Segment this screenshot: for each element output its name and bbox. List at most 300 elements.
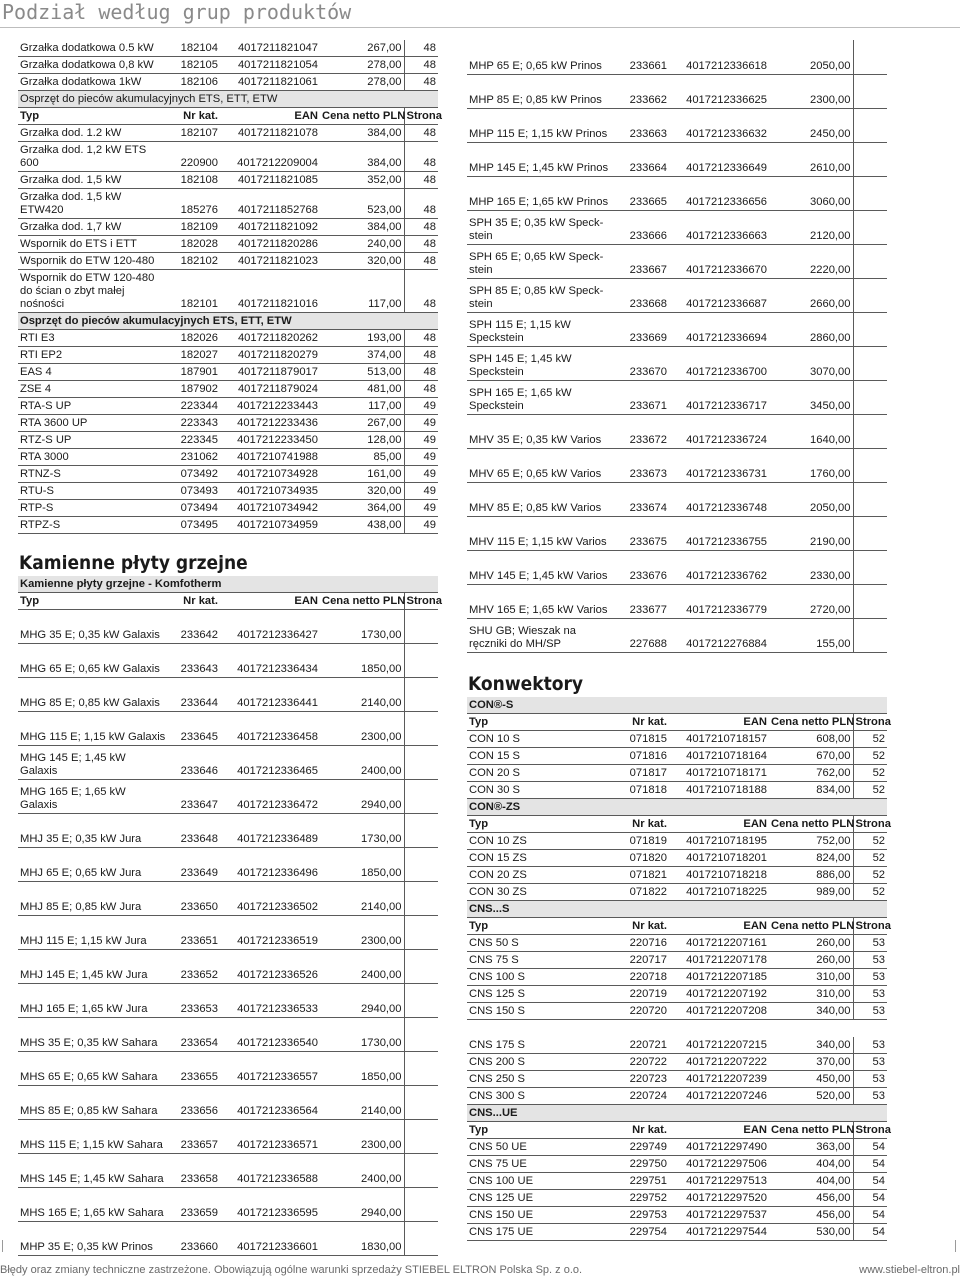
cell-nr-kat: 233656 xyxy=(168,1086,220,1120)
cell-ean: 4017211879017 xyxy=(220,364,320,381)
section-title: CNS...S xyxy=(467,900,887,917)
table-row xyxy=(467,883,887,900)
cell-nr-kat: 233675 xyxy=(617,516,669,550)
cell-nr-kat: 233670 xyxy=(617,346,669,380)
cell-ean: 4017212207161 xyxy=(669,934,769,951)
table-row xyxy=(18,483,438,500)
cell-ean: 4017211821061 xyxy=(220,74,320,91)
cell-strona: 48 xyxy=(404,172,438,189)
cell-typ: RTZ-S UP xyxy=(18,432,168,449)
cell-cena: 364,00 xyxy=(320,500,404,517)
cell-ean: 4017210734935 xyxy=(220,483,320,500)
crop-mark xyxy=(955,1240,956,1252)
cell-typ: MHS 145 E; 1,45 kW Sahara xyxy=(18,1154,168,1188)
section-title: Osprzęt do pieców akumulacyjnych ETS, ETT, ETW xyxy=(18,313,438,330)
cell-typ: MHJ 65 E; 0,65 kW Jura xyxy=(18,848,168,882)
cell-ean: 4017212336465 xyxy=(220,746,320,780)
cell-strona xyxy=(853,40,887,74)
cell-ean: 4017212233436 xyxy=(220,415,320,432)
table-row xyxy=(18,449,438,466)
cell-ean: 4017212336557 xyxy=(220,1052,320,1086)
cell-cena: 310,00 xyxy=(769,968,853,985)
cell-cena: 2940,00 xyxy=(320,1188,404,1222)
cell-typ: SHU GB; Wieszak na ręczniki do MH/SP xyxy=(467,618,617,652)
cell-cena: 340,00 xyxy=(769,1002,853,1019)
section-title: CNS...UE xyxy=(467,1104,887,1121)
cell-strona: 52 xyxy=(853,832,887,849)
table-row xyxy=(467,176,887,210)
cell-cena: 320,00 xyxy=(320,253,404,270)
cell-strona: 48 xyxy=(404,74,438,91)
cell-nr-kat: 182109 xyxy=(168,219,220,236)
cell-typ: RTA-S UP xyxy=(18,398,168,415)
cell-nr-kat: 233664 xyxy=(617,142,669,176)
cell-strona: 49 xyxy=(404,398,438,415)
cell-cena: 2720,00 xyxy=(769,584,853,618)
cell-ean: 4017212336618 xyxy=(669,40,769,74)
cell-nr-kat: 073495 xyxy=(168,517,220,534)
cell-nr-kat: 233673 xyxy=(617,448,669,482)
table-row xyxy=(467,278,887,312)
cell-strona xyxy=(404,1086,438,1120)
table-row xyxy=(18,125,438,142)
cell-strona xyxy=(853,244,887,278)
cell-nr-kat: 182102 xyxy=(168,253,220,270)
cell-cena: 404,00 xyxy=(769,1155,853,1172)
cell-cena: 117,00 xyxy=(320,270,404,313)
cell-nr-kat: 233662 xyxy=(617,74,669,108)
section-title: Kamienne płyty grzejne - Komfotherm xyxy=(18,576,438,593)
cell-strona xyxy=(853,312,887,346)
table-row xyxy=(18,848,438,882)
cell-nr-kat: 071820 xyxy=(617,849,669,866)
price-table-heaters xyxy=(18,40,442,534)
table-row xyxy=(467,346,887,380)
cell-ean: 4017212336502 xyxy=(220,882,320,916)
cell-typ: CNS 175 S xyxy=(467,1037,617,1054)
cell-ean: 4017210718218 xyxy=(669,866,769,883)
cell-ean: 4017211821054 xyxy=(220,57,320,74)
table-row xyxy=(18,1018,438,1052)
cell-typ: MHJ 165 E; 1,65 kW Jura xyxy=(18,984,168,1018)
section-title: Osprzęt do pieców akumulacyjnych ETS, ETT, ETW xyxy=(18,91,438,108)
cell-strona: 49 xyxy=(404,483,438,500)
cell-strona xyxy=(853,108,887,142)
cell-cena: 260,00 xyxy=(769,951,853,968)
cell-ean: 4017212207215 xyxy=(669,1037,769,1054)
cell-nr-kat: 233650 xyxy=(168,882,220,916)
cell-nr-kat: 233677 xyxy=(617,584,669,618)
cell-cena: 1730,00 xyxy=(320,814,404,848)
cell-cena: 2660,00 xyxy=(769,278,853,312)
cell-ean: 4017210718201 xyxy=(669,849,769,866)
cell-typ: MHG 35 E; 0,35 kW Galaxis xyxy=(18,610,168,644)
cell-nr-kat: 071821 xyxy=(617,866,669,883)
cell-cena: 363,00 xyxy=(769,1138,853,1155)
table-row xyxy=(18,1188,438,1222)
cell-typ: MHS 165 E; 1,65 kW Sahara xyxy=(18,1188,168,1222)
cell-typ: CON 10 S xyxy=(467,730,617,747)
cell-strona: 48 xyxy=(404,189,438,219)
table-row xyxy=(467,968,887,985)
cell-nr-kat: 220719 xyxy=(617,985,669,1002)
cell-ean: 4017212336687 xyxy=(669,278,769,312)
cell-cena: 2330,00 xyxy=(769,550,853,584)
cell-cena: 520,00 xyxy=(769,1087,853,1104)
cell-nr-kat: 233657 xyxy=(168,1120,220,1154)
table-row xyxy=(467,1155,887,1172)
cell-strona: 53 xyxy=(853,1070,887,1087)
cell-cena: 989,00 xyxy=(769,883,853,900)
cell-ean: 4017212207178 xyxy=(669,951,769,968)
table-header-row xyxy=(18,108,438,125)
cell-nr-kat: 223345 xyxy=(168,432,220,449)
table-row xyxy=(467,380,887,414)
table-row xyxy=(18,74,438,91)
table-row xyxy=(467,74,887,108)
cell-nr-kat: 233655 xyxy=(168,1052,220,1086)
cell-cena: 193,00 xyxy=(320,330,404,347)
cell-cena: 278,00 xyxy=(320,74,404,91)
header-strona: Strona xyxy=(853,815,887,832)
cell-ean: 4017211821047 xyxy=(220,40,320,57)
cell-ean: 4017210734959 xyxy=(220,517,320,534)
table-row xyxy=(467,764,887,781)
cell-nr-kat: 073494 xyxy=(168,500,220,517)
cell-ean: 4017212297537 xyxy=(669,1206,769,1223)
header-typ: Typ xyxy=(467,815,617,832)
table-row xyxy=(18,219,438,236)
cell-typ: CNS 75 UE xyxy=(467,1155,617,1172)
cell-strona xyxy=(853,346,887,380)
cell-nr-kat: 233652 xyxy=(168,950,220,984)
cell-strona: 52 xyxy=(853,747,887,764)
cell-cena: 85,00 xyxy=(320,449,404,466)
cell-cena: 128,00 xyxy=(320,432,404,449)
cell-nr-kat: 233644 xyxy=(168,678,220,712)
cell-strona: 48 xyxy=(404,364,438,381)
cell-cena: 1730,00 xyxy=(320,610,404,644)
header-strona: Strona xyxy=(404,593,438,610)
table-row xyxy=(467,516,887,550)
cell-typ: CNS 75 S xyxy=(467,951,617,968)
header-strona: Strona xyxy=(853,1121,887,1138)
cell-cena: 352,00 xyxy=(320,172,404,189)
cell-nr-kat: 233668 xyxy=(617,278,669,312)
table-row xyxy=(467,618,887,652)
cell-cena: 2120,00 xyxy=(769,210,853,244)
cell-nr-kat: 231062 xyxy=(168,449,220,466)
cell-nr-kat: 233665 xyxy=(617,176,669,210)
cell-strona: 48 xyxy=(404,57,438,74)
cell-cena: 2300,00 xyxy=(769,74,853,108)
header-ean: EAN xyxy=(220,593,320,610)
cell-typ: SPH 145 E; 1,45 kW Speckstein xyxy=(467,346,617,380)
cell-ean: 4017212336427 xyxy=(220,610,320,644)
cell-strona: 53 xyxy=(853,1087,887,1104)
cell-nr-kat: 182026 xyxy=(168,330,220,347)
table-row xyxy=(18,415,438,432)
cell-nr-kat: 233663 xyxy=(617,108,669,142)
table-row xyxy=(467,849,887,866)
cell-cena: 1730,00 xyxy=(320,1018,404,1052)
cell-typ: RTNZ-S xyxy=(18,466,168,483)
cell-cena: 2050,00 xyxy=(769,482,853,516)
cell-ean: 4017211821016 xyxy=(220,270,320,313)
cell-typ: SPH 85 E; 0,85 kW Speck-stein xyxy=(467,278,617,312)
cell-strona: 48 xyxy=(404,142,438,172)
cell-strona: 53 xyxy=(853,1053,887,1070)
cell-cena: 3070,00 xyxy=(769,346,853,380)
cell-cena: 2450,00 xyxy=(769,108,853,142)
cell-ean: 4017210718171 xyxy=(669,764,769,781)
header-nr-kat: Nr kat. xyxy=(168,593,220,610)
cell-typ: MHG 165 E; 1,65 kW Galaxis xyxy=(18,780,168,814)
cell-ean: 4017212336540 xyxy=(220,1018,320,1052)
cell-cena: 374,00 xyxy=(320,347,404,364)
cell-strona: 48 xyxy=(404,125,438,142)
table-header-row xyxy=(467,1121,887,1138)
table-row xyxy=(18,814,438,848)
section-header-row xyxy=(467,697,887,714)
cell-cena: 824,00 xyxy=(769,849,853,866)
cell-cena: 260,00 xyxy=(769,934,853,951)
header-cena: Cena netto PLN xyxy=(769,713,853,730)
cell-cena: 481,00 xyxy=(320,381,404,398)
cell-typ: CNS 50 S xyxy=(467,934,617,951)
cell-typ: MHG 115 E; 1,15 kW Galaxis xyxy=(18,712,168,746)
footer-website-link[interactable]: www.stiebel-eltron.pl xyxy=(859,1264,960,1276)
cell-nr-kat: 233648 xyxy=(168,814,220,848)
cell-cena: 2610,00 xyxy=(769,142,853,176)
cell-cena: 310,00 xyxy=(769,985,853,1002)
cell-strona xyxy=(404,950,438,984)
header-cena: Cena netto PLN xyxy=(769,815,853,832)
cell-strona: 52 xyxy=(853,781,887,798)
cell-strona: 52 xyxy=(853,730,887,747)
table-row xyxy=(18,712,438,746)
cell-typ: Wspornik do ETW 120-480 do ścian o zbyt małej nośności xyxy=(18,270,168,313)
cell-strona xyxy=(404,916,438,950)
cell-ean: 4017212297506 xyxy=(669,1155,769,1172)
header-ean: EAN xyxy=(669,1121,769,1138)
cell-nr-kat: 071819 xyxy=(617,832,669,849)
cell-strona: 54 xyxy=(853,1172,887,1189)
cell-ean: 4017212336489 xyxy=(220,814,320,848)
cell-ean: 4017212336533 xyxy=(220,984,320,1018)
cell-ean: 4017212336441 xyxy=(220,678,320,712)
cell-nr-kat: 229753 xyxy=(617,1206,669,1223)
cell-typ: SPH 115 E; 1,15 kW Speckstein xyxy=(467,312,617,346)
table-header-row xyxy=(18,593,438,610)
cell-nr-kat: 233658 xyxy=(168,1154,220,1188)
table-row xyxy=(467,312,887,346)
cell-strona xyxy=(853,618,887,652)
table-row xyxy=(18,40,438,57)
cell-nr-kat: 071818 xyxy=(617,781,669,798)
cell-ean: 4017212336625 xyxy=(669,74,769,108)
cell-ean: 4017212336700 xyxy=(669,346,769,380)
header-nr-kat: Nr kat. xyxy=(168,108,220,125)
cell-strona: 48 xyxy=(404,347,438,364)
cell-typ: RTA 3000 xyxy=(18,449,168,466)
cell-ean: 4017210718188 xyxy=(669,781,769,798)
cell-nr-kat: 182028 xyxy=(168,236,220,253)
cell-strona: 53 xyxy=(853,968,887,985)
cell-cena: 320,00 xyxy=(320,483,404,500)
cell-nr-kat: 182101 xyxy=(168,270,220,313)
cell-typ: MHP 85 E; 0,85 kW Prinos xyxy=(467,74,617,108)
cell-typ: RTI E3 xyxy=(18,330,168,347)
cell-typ: RTPZ-S xyxy=(18,517,168,534)
cell-typ: CON 30 S xyxy=(467,781,617,798)
cell-strona xyxy=(404,1154,438,1188)
table-row xyxy=(18,364,438,381)
table-row xyxy=(467,1053,887,1070)
table-row xyxy=(18,1052,438,1086)
cell-typ: MHV 145 E; 1,45 kW Varios xyxy=(467,550,617,584)
table-row xyxy=(18,142,438,172)
cell-ean: 4017211820262 xyxy=(220,330,320,347)
table-row xyxy=(18,950,438,984)
cell-typ: Grzałka dodatkowa 1kW xyxy=(18,74,168,91)
cell-strona xyxy=(853,142,887,176)
cell-strona xyxy=(853,584,887,618)
cell-strona: 53 xyxy=(853,951,887,968)
cell-ean: 4017212207246 xyxy=(669,1087,769,1104)
cell-cena: 2140,00 xyxy=(320,882,404,916)
cell-ean: 4017212297544 xyxy=(669,1223,769,1240)
cell-typ: MHP 145 E; 1,45 kW Prinos xyxy=(467,142,617,176)
cell-nr-kat: 182027 xyxy=(168,347,220,364)
cell-strona: 53 xyxy=(853,1037,887,1054)
cell-ean: 4017211821085 xyxy=(220,172,320,189)
cell-cena: 670,00 xyxy=(769,747,853,764)
table-row xyxy=(467,584,887,618)
cell-cena: 161,00 xyxy=(320,466,404,483)
cell-strona xyxy=(404,984,438,1018)
footer-disclaimer: Błędy oraz zmiany techniczne zastrzeżone. Obowiązują ogólne warunki sprzedaży STIEBEL ELTRON Polska Sp. z o.o. xyxy=(0,1264,583,1276)
cell-nr-kat: 187901 xyxy=(168,364,220,381)
cell-typ: CNS 100 S xyxy=(467,968,617,985)
table-row xyxy=(467,1172,887,1189)
cell-nr-kat: 071816 xyxy=(617,747,669,764)
cell-typ: MHP 165 E; 1,65 kW Prinos xyxy=(467,176,617,210)
cell-cena: 384,00 xyxy=(320,142,404,172)
cell-cena: 2940,00 xyxy=(320,984,404,1018)
cell-strona: 48 xyxy=(404,219,438,236)
cell-strona xyxy=(853,380,887,414)
cell-cena: 278,00 xyxy=(320,57,404,74)
cell-nr-kat: 182107 xyxy=(168,125,220,142)
cell-typ: MHS 85 E; 0,85 kW Sahara xyxy=(18,1086,168,1120)
section-header-row xyxy=(467,1104,887,1121)
cell-ean: 4017212336632 xyxy=(669,108,769,142)
header-cena: Cena netto PLN xyxy=(320,108,404,125)
cell-cena: 456,00 xyxy=(769,1189,853,1206)
cell-typ: CNS 300 S xyxy=(467,1087,617,1104)
cell-cena: 450,00 xyxy=(769,1070,853,1087)
cell-nr-kat: 220716 xyxy=(617,934,669,951)
cell-strona xyxy=(853,414,887,448)
cell-nr-kat: 229750 xyxy=(617,1155,669,1172)
cell-nr-kat: 233672 xyxy=(617,414,669,448)
cell-typ: Grzałka dodatkowa 0,8 kW xyxy=(18,57,168,74)
cell-typ: CON 10 ZS xyxy=(467,832,617,849)
table-row xyxy=(467,1037,887,1054)
cell-strona: 52 xyxy=(853,866,887,883)
cell-typ: SPH 35 E; 0,35 kW Speck-stein xyxy=(467,210,617,244)
cell-nr-kat: 229751 xyxy=(617,1172,669,1189)
cell-strona: 52 xyxy=(853,849,887,866)
cell-ean: 4017212207192 xyxy=(669,985,769,1002)
table-row xyxy=(18,882,438,916)
cell-typ: MHP 65 E; 0,65 kW Prinos xyxy=(467,40,617,74)
cell-ean: 4017211821078 xyxy=(220,125,320,142)
cell-strona: 54 xyxy=(853,1138,887,1155)
cell-strona xyxy=(404,610,438,644)
header-nr-kat: Nr kat. xyxy=(617,1121,669,1138)
header-cena: Cena netto PLN xyxy=(769,1121,853,1138)
cell-ean: 4017211821023 xyxy=(220,253,320,270)
cell-strona: 49 xyxy=(404,432,438,449)
cell-nr-kat: 233647 xyxy=(168,780,220,814)
table-row xyxy=(467,108,887,142)
cell-strona xyxy=(404,678,438,712)
cell-typ: Grzałka dod. 1,5 kW xyxy=(18,172,168,189)
cell-nr-kat: 233649 xyxy=(168,848,220,882)
cell-cena: 384,00 xyxy=(320,219,404,236)
header-typ: Typ xyxy=(467,713,617,730)
cell-nr-kat: 233671 xyxy=(617,380,669,414)
cell-strona xyxy=(404,712,438,746)
cell-cena: 384,00 xyxy=(320,125,404,142)
table-row xyxy=(467,832,887,849)
cell-cena: 2190,00 xyxy=(769,516,853,550)
cell-strona xyxy=(404,780,438,814)
cell-ean: 4017212336526 xyxy=(220,950,320,984)
table-row xyxy=(18,270,438,313)
cell-nr-kat: 185276 xyxy=(168,189,220,219)
cell-cena: 834,00 xyxy=(769,781,853,798)
cell-ean: 4017212207222 xyxy=(669,1053,769,1070)
cell-strona: 49 xyxy=(404,415,438,432)
cell-strona xyxy=(404,1222,438,1256)
cell-cena: 762,00 xyxy=(769,764,853,781)
table-row xyxy=(18,916,438,950)
table-row xyxy=(18,466,438,483)
cell-typ: MHS 115 E; 1,15 kW Sahara xyxy=(18,1120,168,1154)
header-nr-kat: Nr kat. xyxy=(617,713,669,730)
cell-cena: 1830,00 xyxy=(320,1222,404,1256)
cell-nr-kat: 233645 xyxy=(168,712,220,746)
cell-nr-kat: 223343 xyxy=(168,415,220,432)
cell-typ: SPH 165 E; 1,65 kW Speckstein xyxy=(467,380,617,414)
cell-nr-kat: 233661 xyxy=(617,40,669,74)
cell-nr-kat: 182108 xyxy=(168,172,220,189)
cell-typ: EAS 4 xyxy=(18,364,168,381)
cell-nr-kat: 229752 xyxy=(617,1189,669,1206)
table-row xyxy=(467,550,887,584)
table-row xyxy=(18,57,438,74)
cell-strona: 54 xyxy=(853,1189,887,1206)
section-header-row xyxy=(18,91,438,108)
cell-ean: 4017212336496 xyxy=(220,848,320,882)
cell-strona xyxy=(404,1120,438,1154)
table-row xyxy=(467,1189,887,1206)
cell-cena: 513,00 xyxy=(320,364,404,381)
cell-ean: 4017211879024 xyxy=(220,381,320,398)
